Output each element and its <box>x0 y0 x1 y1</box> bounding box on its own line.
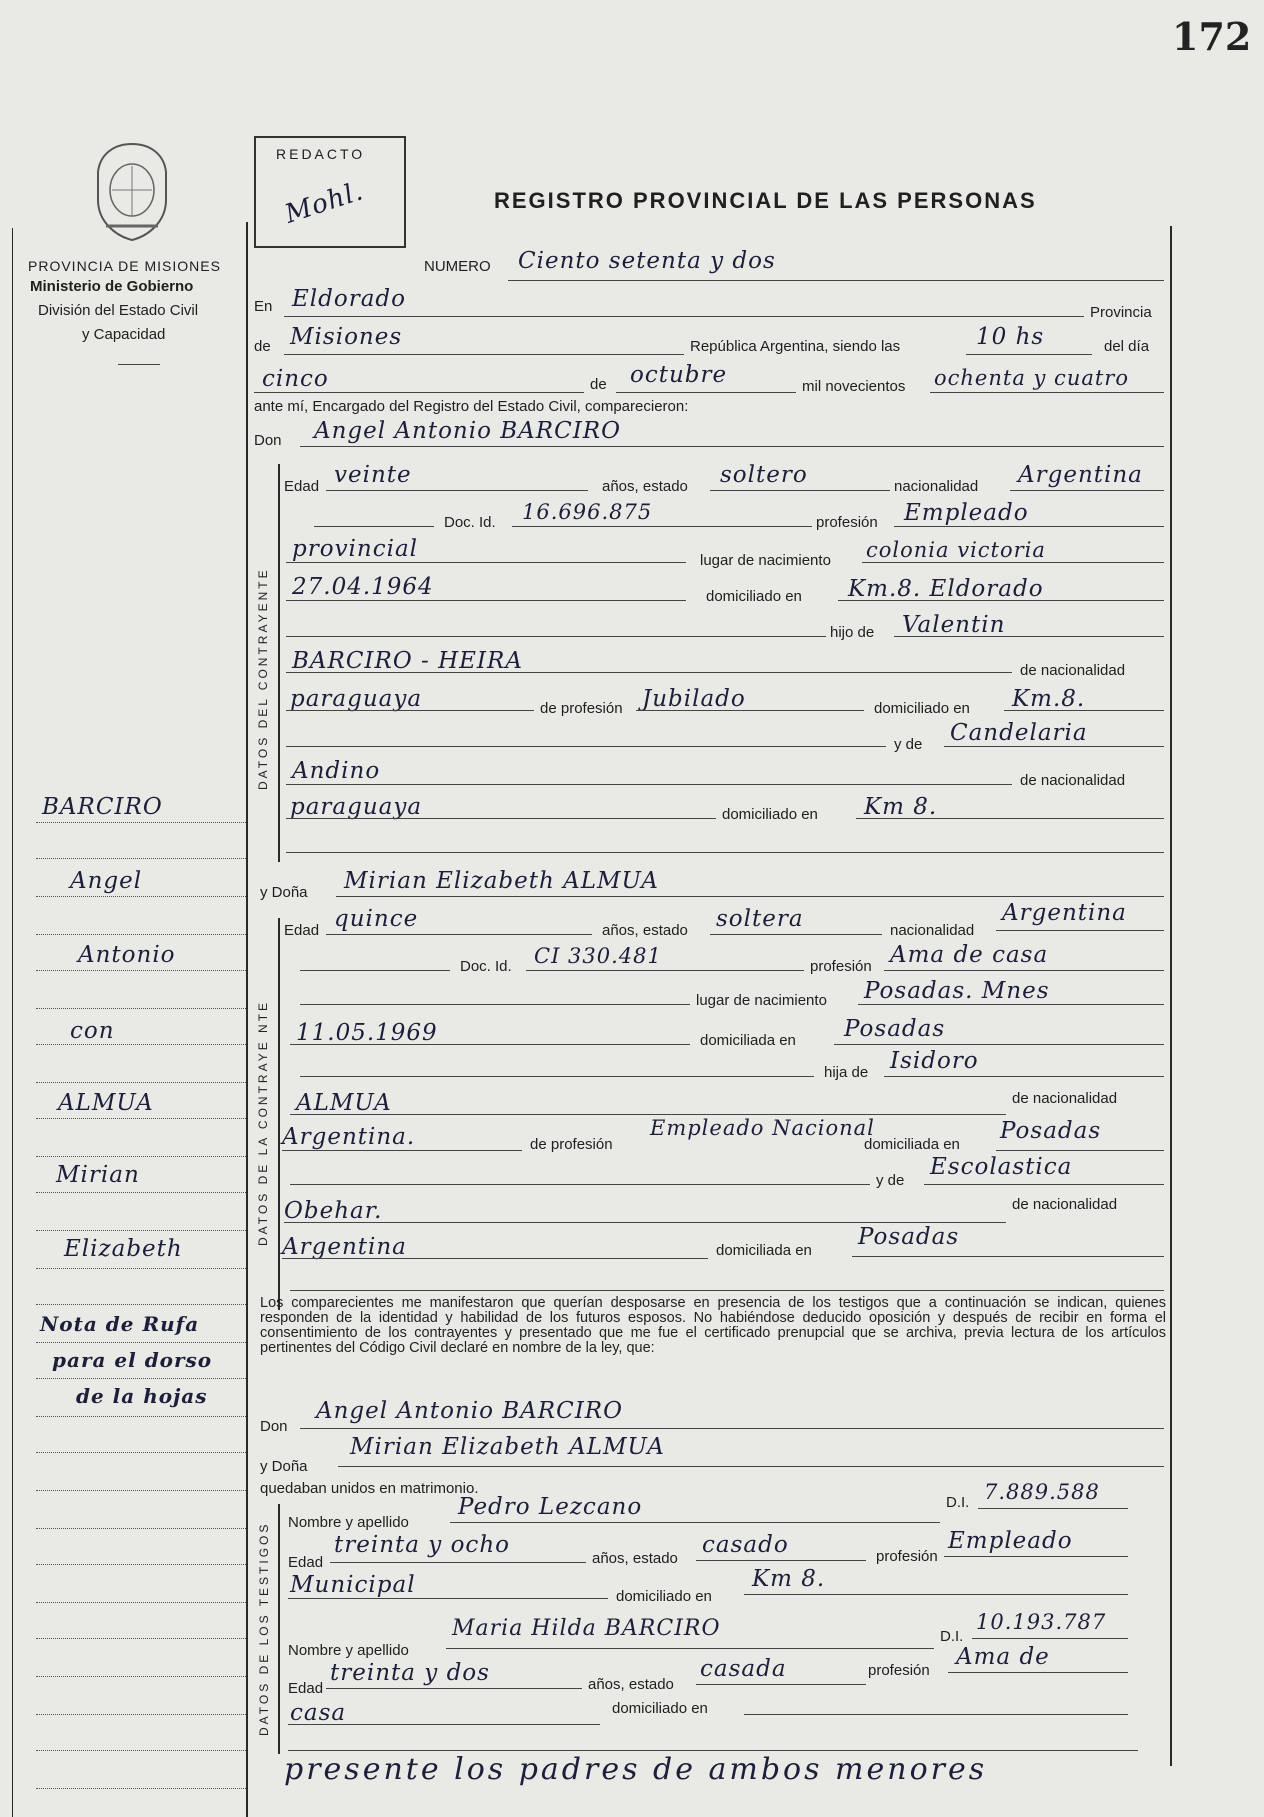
groom-padre-dom-line <box>1004 710 1164 711</box>
groom-fecha-line <box>286 600 686 601</box>
witness1-estado-label: años, estado <box>592 1550 678 1567</box>
numero-line <box>508 280 1164 281</box>
numero-label: NUMERO <box>424 258 491 275</box>
witness2-di: 10.193.787 <box>976 1610 1107 1634</box>
redacto-stamp <box>254 136 406 248</box>
en-label: En <box>254 298 273 315</box>
bride-lugar-label: lugar de nacimiento <box>696 992 827 1009</box>
bride-nac-label: nacionalidad <box>890 922 975 939</box>
right-form-border <box>1170 226 1172 1766</box>
groom-padre-nac-line <box>286 710 534 711</box>
bride-madre-nac-label: de nacionalidad <box>1012 1196 1118 1213</box>
margin-note-3: de la hojas <box>76 1384 208 1408</box>
groom-padre-domicilio: Km.8. <box>1012 686 1086 712</box>
bride-dom-line <box>834 1044 1164 1045</box>
groom-madre-dom-line <box>856 818 1164 819</box>
margin-name-7: Elizabeth <box>64 1236 183 1262</box>
groom-hijo-pre-line <box>286 636 826 637</box>
witness1-name-line <box>450 1522 940 1523</box>
witness2-estado-line <box>696 1684 866 1685</box>
groom-padre-profesion: Jubilado <box>642 686 746 712</box>
bride-edad: quince <box>334 906 419 932</box>
bride-padre-prof-label: de profesión <box>530 1136 613 1153</box>
witness1-profesion-2: Municipal <box>290 1572 416 1598</box>
witness2-prof-label: profesión <box>868 1662 930 1679</box>
stamp-initials: Mohl. <box>281 176 368 230</box>
bride-padre-domicilio: Posadas <box>1000 1118 1102 1144</box>
bride-lugar-nac: Posadas. Mnes <box>864 978 1050 1004</box>
bride-madre-nacionalidad: Argentina <box>282 1234 407 1260</box>
witness2-name: Maria Hilda BARCIRO <box>452 1616 721 1641</box>
bride-name-line <box>336 896 1164 897</box>
groom-padre-apellido: BARCIRO - HEIRA <box>292 648 523 674</box>
bride-madre: Escolastica <box>930 1154 1073 1180</box>
groom-domicilio: Km.8. Eldorado <box>848 576 1044 602</box>
witness2-prof-line <box>948 1672 1128 1673</box>
margin-name-5: ALMUA <box>58 1090 154 1116</box>
bride-prof-line <box>884 970 1164 971</box>
witness1-estado: casado <box>702 1532 789 1558</box>
witness1-name: Pedro Lezcano <box>458 1494 643 1520</box>
declared-don-line <box>300 1428 1164 1429</box>
quedaban-text: quedaban unidos en matrimonio. <box>260 1480 479 1497</box>
bride-madre-nac-line <box>282 1258 708 1259</box>
bride-madre-dom-label: domiciliada en <box>716 1242 812 1259</box>
witness2-edad: treinta y dos <box>330 1660 490 1686</box>
bride-madre-dom-line <box>852 1256 1164 1257</box>
groom-lugar-line <box>862 562 1164 563</box>
witness2-di-line <box>972 1638 1128 1639</box>
groom-padre-dom-label: domiciliado en <box>874 700 970 717</box>
declared-don: Angel Antonio BARCIRO <box>316 1398 623 1424</box>
bride-section-border <box>278 918 280 1310</box>
en-line <box>284 316 1084 317</box>
bride-estado-line <box>710 934 882 935</box>
witness2-prof2-line <box>288 1724 600 1725</box>
mes-line <box>616 392 796 393</box>
witness1-edad-label: Edad <box>288 1554 324 1571</box>
bride-profesion: Ama de casa <box>890 942 1049 968</box>
bride-dom-label: domiciliada en <box>700 1032 796 1049</box>
groom-prof-line <box>894 526 1164 527</box>
bride-madre-line <box>924 1184 1164 1185</box>
groom-fecha-nac: 27.04.1964 <box>292 574 434 600</box>
witness1-di-label: D.I. <box>946 1494 970 1511</box>
republica-label: República Argentina, siendo las <box>690 338 901 355</box>
groom-estado: soltero <box>720 462 808 488</box>
groom-edad-label: Edad <box>284 478 320 495</box>
bride-padre-nac-line <box>282 1150 522 1151</box>
bride-fecha-line <box>290 1044 690 1045</box>
witness1-profesion: Empleado <box>948 1528 1073 1554</box>
witness1-edad: treinta y ocho <box>334 1532 510 1558</box>
margin-name-3: Antonio <box>78 942 176 968</box>
agency-line-3: División del Estado Civil <box>38 302 199 319</box>
groom-madre-nac-line <box>286 818 716 819</box>
agency-divider <box>118 364 160 365</box>
groom-madre-apellido: Andino <box>292 758 381 784</box>
witness1-prof-label: profesión <box>876 1548 938 1565</box>
groom-doc-pre-line <box>314 526 434 527</box>
groom-madre-pre-line <box>286 746 886 747</box>
witness2-estado: casada <box>700 1656 787 1682</box>
hora-line <box>966 354 1092 355</box>
bride-name: Mirian Elizabeth ALMUA <box>344 868 659 894</box>
witness1-estado-line <box>696 1560 866 1561</box>
groom-prof2-line <box>286 562 686 563</box>
bride-estado: soltera <box>716 906 804 932</box>
bride-padre-nac-label: de nacionalidad <box>1012 1090 1118 1107</box>
bride-edad-label: Edad <box>284 922 320 939</box>
declared-dona-line <box>338 1466 1164 1467</box>
witness1-prof2-line <box>288 1598 608 1599</box>
agency-line-1: PROVINCIA DE MISIONES <box>28 258 221 274</box>
groom-madre-dom-label: domiciliado en <box>722 806 818 823</box>
witness1-di-line <box>978 1508 1128 1509</box>
dia-line <box>254 392 584 393</box>
ante-text: ante mí, Encargado del Registro del Estado Civil, comparecieron: <box>254 398 689 415</box>
bride-doc-line <box>526 970 804 971</box>
provincia-value: Misiones <box>290 324 403 350</box>
groom-doc: 16.696.875 <box>522 500 653 524</box>
groom-madre-line <box>944 746 1164 747</box>
groom-padre-prof-line <box>636 710 864 711</box>
witness1-di: 7.889.588 <box>984 1480 1100 1504</box>
groom-profesion-2: provincial <box>292 536 419 562</box>
left-page-rule <box>12 228 13 1817</box>
bride-doc-label: Doc. Id. <box>460 958 512 975</box>
groom-edad-line <box>326 490 588 491</box>
bride-madre-pre-line <box>290 1184 870 1185</box>
groom-padre-line <box>894 636 1164 637</box>
section-label-bride: DATOS DE LA CONTRAYE NTE <box>256 999 270 1246</box>
margin-name-1: BARCIRO <box>42 794 163 820</box>
groom-madre-nacionalidad: paraguaya <box>290 794 423 820</box>
witness2-profesion-2: casa <box>290 1700 347 1726</box>
bride-fecha-nac: 11.05.1969 <box>296 1020 438 1046</box>
groom-madre-label: y de <box>894 736 923 753</box>
groom-section-border <box>278 464 280 862</box>
bride-nacionalidad: Argentina <box>1002 900 1127 926</box>
groom-name-line <box>300 446 1164 447</box>
witness-section-border <box>278 1504 280 1754</box>
witness2-edad-line <box>326 1688 582 1689</box>
witness2-edad-label: Edad <box>288 1680 324 1697</box>
witness1-edad-line <box>330 1562 586 1563</box>
witness2-dom-label: domiciliado en <box>612 1700 708 1717</box>
del-dia-label: del día <box>1104 338 1150 355</box>
footer-note: presente los padres de ambos menores <box>284 1752 988 1787</box>
stamp-label: REDACTO <box>276 146 366 162</box>
groom-prof-label: profesión <box>816 514 878 531</box>
groom-madre-domicilio: Km 8. <box>864 794 938 820</box>
witness2-dom-line <box>744 1714 1128 1715</box>
witness2-name-label: Nombre y apellido <box>288 1642 409 1659</box>
groom-madre: Candelaria <box>950 720 1088 746</box>
groom-padre-nacionalidad: paraguaya <box>290 686 423 712</box>
groom-padre-prof-label: de profesión <box>540 700 623 717</box>
witness-section-end-line <box>288 1750 1138 1751</box>
witness1-dom-line <box>744 1594 1128 1595</box>
witness1-prof-line <box>944 1556 1128 1557</box>
margin-name-6: Mirian <box>56 1162 140 1188</box>
agency-line-4: y Capacidad <box>82 326 166 343</box>
de-mes-label: de <box>590 376 607 393</box>
bride-hija-pre-line <box>300 1076 814 1077</box>
en-value: Eldorado <box>292 286 406 312</box>
groom-name: Angel Antonio BARCIRO <box>314 418 621 444</box>
groom-lugar-label: lugar de nacimiento <box>700 552 831 569</box>
section-label-witnesses: DATOS DE LOS TESTIGOS <box>257 1521 271 1736</box>
witness2-estado-label: años, estado <box>588 1676 674 1693</box>
declared-dona-label: y Doña <box>260 1458 308 1475</box>
bride-padre-line <box>884 1076 1164 1077</box>
left-form-border <box>246 222 248 1817</box>
bride-doc-pre-line <box>300 970 450 971</box>
declared-don-label: Don <box>260 1418 288 1435</box>
bride-doc: CI 330.481 <box>534 944 662 968</box>
bride-section-end-line <box>290 1290 1164 1291</box>
bride-padre-apellido-line <box>290 1114 1006 1115</box>
bride-padre-nacionalidad: Argentina. <box>282 1124 416 1150</box>
groom-profesion: Empleado <box>904 500 1029 526</box>
bride-padre-apellido: ALMUA <box>296 1090 392 1116</box>
groom-padre-apellido-line <box>286 672 1012 673</box>
page-number: 172 <box>1172 14 1252 59</box>
groom-estado-label: años, estado <box>602 478 688 495</box>
bride-prof-label: profesión <box>810 958 872 975</box>
bride-padre-dom-label: domiciliada en <box>864 1136 960 1153</box>
groom-padre-nac-label: de nacionalidad <box>1020 662 1126 679</box>
groom-nacionalidad: Argentina <box>1018 462 1143 488</box>
bride-domicilio: Posadas <box>844 1016 946 1042</box>
declared-dona: Mirian Elizabeth ALMUA <box>350 1434 665 1460</box>
section-label-groom: DATOS DEL CONTRAYENTE <box>256 567 270 790</box>
groom-padre: Valentin <box>902 612 1006 638</box>
mes-value: octubre <box>630 362 728 388</box>
bride-padre-profesion: Empleado Nacional <box>650 1116 875 1140</box>
hora-value: 10 hs <box>976 324 1045 350</box>
y-dona-label: y Doña <box>260 884 308 901</box>
groom-madre-nac-label: de nacionalidad <box>1020 772 1126 789</box>
anio-line <box>930 392 1164 393</box>
dia-value: cinco <box>262 366 329 392</box>
witness1-dom-label: domiciliado en <box>616 1588 712 1605</box>
groom-estado-line <box>710 490 890 491</box>
margin-name-4: con <box>70 1018 115 1044</box>
provincia-label: Provincia <box>1090 304 1152 321</box>
witness1-name-label: Nombre y apellido <box>288 1514 409 1531</box>
groom-nac-line <box>1010 490 1164 491</box>
margin-name-2: Angel <box>70 868 143 894</box>
de-label: de <box>254 338 271 355</box>
groom-doc-label: Doc. Id. <box>444 514 496 531</box>
provincia-line <box>284 354 684 355</box>
don-label: Don <box>254 432 282 449</box>
groom-nac-label: nacionalidad <box>894 478 979 495</box>
groom-hijo-label: hijo de <box>830 624 875 641</box>
witness2-di-label: D.I. <box>940 1628 964 1645</box>
groom-section-end-line <box>286 852 1164 853</box>
bride-nac-line <box>996 930 1164 931</box>
groom-edad: veinte <box>334 462 412 488</box>
bride-madre-apellido-line <box>284 1222 1006 1223</box>
numero-value: Ciento setenta y dos <box>518 248 776 274</box>
margin-note-1: Nota de Rufa <box>40 1312 200 1336</box>
bride-madre-domicilio: Posadas <box>858 1224 960 1250</box>
bride-lugar-line <box>858 1004 1164 1005</box>
bride-padre-dom-line <box>996 1150 1164 1151</box>
groom-dom-line <box>838 600 1164 601</box>
groom-lugar-nac: colonia victoria <box>866 538 1046 562</box>
bride-hija-label: hija de <box>824 1064 869 1081</box>
page-title: REGISTRO PROVINCIAL DE LAS PERSONAS <box>494 188 1037 213</box>
mil-label: mil novecientos <box>802 378 906 395</box>
witness2-profesion: Ama de <box>956 1644 1050 1670</box>
witness1-domicilio: Km 8. <box>752 1566 826 1592</box>
bride-edad-line <box>326 934 592 935</box>
bride-padre: Isidoro <box>890 1048 979 1074</box>
groom-doc-line <box>512 526 812 527</box>
groom-dom-label: domiciliado en <box>706 588 802 605</box>
agency-line-2: Ministerio de Gobierno <box>30 278 194 295</box>
bride-lugar-pre-line <box>300 1004 690 1005</box>
anio-value: ochenta y cuatro <box>934 366 1129 390</box>
witness2-name-line <box>446 1648 934 1649</box>
groom-madre-apellido-line <box>286 784 1012 785</box>
declaration-text: Los comparecientes me manifestaron que querían desposarse en presencia de los testigos que a continuación se indican, quienes responden de la identidad y habilidad de los futuros esposos. No habiéndose deducido oposición y después de recibir en forma el consentimiento de los contrayentes y presentado que me fue el certificado prenupcial que se archiva, previa lectura de los artículos pertinentes del Código Civil declaré en nombre de la ley, que: <box>260 1295 1166 1356</box>
bride-madre-label: y de <box>876 1172 905 1189</box>
margin-note-2: para el dorso <box>52 1348 213 1372</box>
bride-madre-apellido: Obehar. <box>284 1198 383 1224</box>
bride-estado-label: años, estado <box>602 922 688 939</box>
province-seal-icon <box>86 140 178 242</box>
